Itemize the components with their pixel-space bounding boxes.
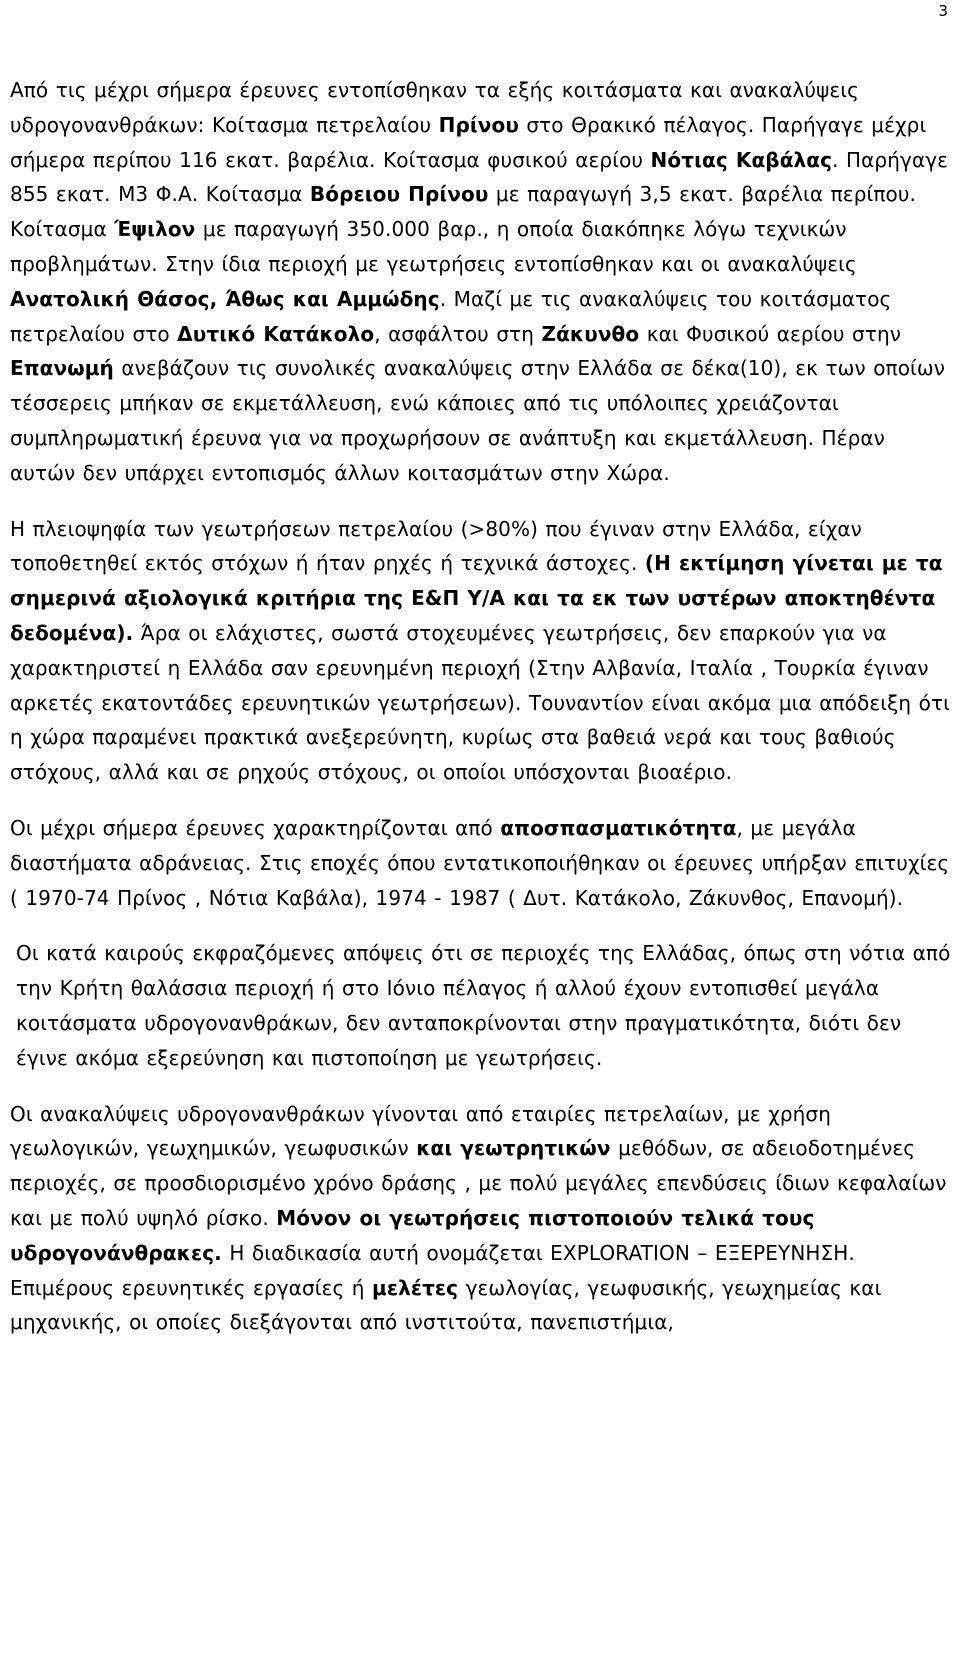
- body-text: , ασφάλτου στη: [374, 321, 542, 346]
- body-text: Η πλειοψηφία των γεωτρήσεων πετρελαίου (>80%) που έγιναν στην Ελλάδα, είχαν τοποθετηθεί εκτός στόχων ή ήταν ρηχές ή τεχνικά άστοχες.: [10, 516, 862, 576]
- emphasized-text: αποσπασματικότητα: [500, 815, 737, 840]
- body-text: στο Θρακικό πέλαγος. Παρήγαγε μέχρι σήμερα περίπου 116 εκατ. βαρέλια. Κοίτασμα φυσικού αερίου: [10, 112, 927, 172]
- paragraph-opinions: [10, 936, 955, 1075]
- body-text: Οι κατά καιρούς εκφραζόμενες απόψεις ότι σε περιοχές της Ελλάδας, όπως στη νότια από την Κρήτη θαλάσσια περιοχή ή στο Ιόνιο πέλαγος ή αλλού έχουν εντοπισθεί μεγάλα κοιτάσματα υδρογονανθράκων, δεν ανταποκρίνονται στην πραγματικότητα, διότι δεν έγινε ακόμα εξερεύνηση και πιστοποίηση με γεωτρήσεις.: [16, 941, 951, 1070]
- emphasized-text: Πρίνου: [438, 112, 519, 137]
- paragraph-wells-assessment: [10, 512, 955, 790]
- body-text: . Παρήγαγε 855 εκατ. Μ3 Φ.Α. Κοίτασμα: [10, 147, 949, 207]
- body-text: Άρα οι ελάχιστες, σωστά στοχευμένες γεωτρήσεις, δεν επαρκούν για να χαρακτηριστεί η Ελλάδα σαν ερευνημένη περιοχή (Στην Αλβανία, Ιταλία , Τουρκία έγιναν αρκετές εκατοντάδες ερευνητικών γεωτρήσεων). Τουναντίον είναι ακόμα μια απόδειξη ότι η χώρα παραμένει πρακτικά ανεξερεύνητη, κυρίως στα βαθειά νερά και τους βαθιούς στόχους, αλλά και σε ρηχούς στόχους, οι οποίοι υπόσχονται βιοαέριο.: [10, 620, 950, 785]
- body-text: μεθόδων, σε αδειοδοτημένες περιοχές, σε προσδιορισμένο χρόνο δράσης , με πολύ μεγάλες επενδύσεις ίδιων κεφαλαίων και με πολύ υψηλό ρίσκο.: [10, 1136, 947, 1230]
- body-text: γεωλογίας, γεωφυσικής, γεωχημείας και μηχανικής, οι οποίες διεξάγονται από ινστιτούτα, πανεπιστήμια,: [10, 1275, 882, 1335]
- emphasized-text: Βόρειου Πρίνου: [309, 182, 489, 207]
- body-text: Η διαδικασία αυτή ονομάζεται EXPLORATION – ΕΞΕΡΕΥΝΗΣΗ. Επιμέρους ερευνητικές εργασίες ή: [10, 1240, 855, 1300]
- body-text: , με μεγάλα διαστήματα αδράνειας. Στις εποχές όπου εντατικοποιήθηκαν οι έρευνες υπήρξαν επιτυχίες ( 1970-74 Πρίνος , Νότια Καβάλα), 1974 - 1987 ( Δυτ. Κατάκολο, Ζάκυνθος, Επανομή).: [10, 815, 950, 910]
- body-text: με παραγωγή 350.000 βαρ., η οποία διακόπηκε λόγω τεχνικών προβλημάτων. Στην ίδια περιοχή με γεωτρήσεις εντοπίσθηκαν και οι ανακαλύψεις: [10, 217, 857, 276]
- body-text: Από τις μέχρι σήμερα έρευνες εντοπίσθηκαν τα εξής κοιτάσματα και ανακαλύψεις υδρογονανθράκων: Κοίτασμα πετρελαίου: [10, 78, 859, 137]
- emphasized-text: Μόνον οι γεωτρήσεις πιστοποιούν τελικά τους υδρογονάνθρακες.: [10, 1205, 815, 1265]
- emphasized-text: μελέτες: [372, 1275, 459, 1300]
- paragraph-exploration: [10, 1097, 955, 1341]
- body-text: . Μαζί με τις ανακαλύψεις του κοιτάσματος πετρελαίου στο: [10, 286, 892, 346]
- emphasized-text: Επανωμή: [10, 356, 114, 381]
- document-body: [10, 73, 955, 1340]
- paragraph-discoveries: [10, 73, 955, 491]
- body-text: Οι μέχρι σήμερα έρευνες χαρακτηρίζονται από: [10, 815, 501, 840]
- body-text: Οι ανακαλύψεις υδρογονανθράκων γίνονται από εταιρίες πετρελαίων, με χρήση γεωλογικών, γεωχημικών, γεωφυσικών: [10, 1101, 831, 1161]
- body-text: ανεβάζουν τις συνολικές ανακαλύψεις στην Ελλάδα σε δέκα(10), εκ των οποίων τέσσερεις μπήκαν σε εκμετάλλευση, ενώ κάποιες από τις υπόλοιπες χρειάζονται συμπληρωματική έρευνα για να προχωρήσουν σε ανάπτυξη και εκμετάλλευση. Πέραν αυτών δεν υπάρχει εντοπισμός άλλων κοιτασμάτων στην Χώρα.: [10, 356, 946, 485]
- emphasized-text: και γεωτρητικών: [416, 1136, 611, 1161]
- body-text: και Φυσικού αερίου στην: [639, 321, 901, 346]
- body-text: με παραγωγή 3,5 εκατ. βαρέλια περίπου. Κοίτασμα: [10, 182, 916, 242]
- paragraph-fragmentation: [10, 811, 955, 915]
- page-number: 3: [938, 2, 948, 20]
- emphasized-text: Έψιλον: [114, 217, 196, 242]
- emphasized-text: Νότιας Καβάλας: [650, 147, 833, 172]
- emphasized-text: Δυτικό Κατάκολο: [177, 321, 375, 346]
- emphasized-text: (Η εκτίμηση γίνεται με τα σημερινά αξιολογικά κριτήρια της Ε&Π Υ/Α και τα εκ των υστέρων αποκτηθέντα δεδομένα).: [10, 551, 943, 645]
- emphasized-text: Ζάκυνθο: [541, 321, 640, 346]
- emphasized-text: Ανατολική Θάσος, Άθως και Αμμώδης: [10, 286, 440, 311]
